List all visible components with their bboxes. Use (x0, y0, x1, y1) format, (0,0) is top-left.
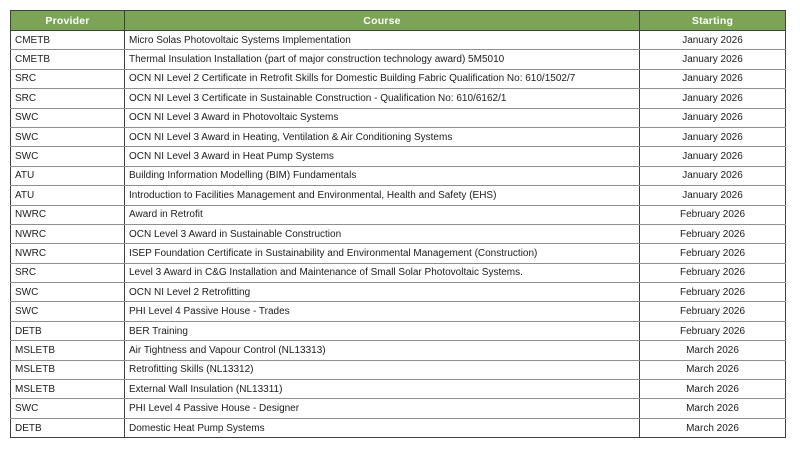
table-row (11, 399, 786, 418)
course-cell: BER Training (125, 321, 640, 340)
course-cell: Domestic Heat Pump Systems (125, 418, 640, 437)
course-cell: Retrofitting Skills (NL13312) (125, 360, 640, 379)
table-body (11, 31, 786, 438)
table-row (11, 127, 786, 146)
starting-cell: February 2026 (640, 321, 786, 340)
provider-cell: MSLETB (11, 360, 125, 379)
table-row (11, 341, 786, 360)
starting-cell: January 2026 (640, 147, 786, 166)
table-row (11, 166, 786, 185)
starting-cell: January 2026 (640, 127, 786, 146)
starting-cell: January 2026 (640, 50, 786, 69)
provider-cell: ATU (11, 166, 125, 185)
table-row (11, 224, 786, 243)
course-cell: OCN Level 3 Award in Sustainable Construction (125, 224, 640, 243)
table-row (11, 283, 786, 302)
course-cell: Level 3 Award in C&G Installation and Maintenance of Small Solar Photovoltaic Systems. (125, 263, 640, 282)
course-cell: Introduction to Facilities Management and Environmental, Health and Safety (EHS) (125, 186, 640, 205)
provider-cell: NWRC (11, 244, 125, 263)
provider-cell: SWC (11, 108, 125, 127)
starting-cell: January 2026 (640, 89, 786, 108)
provider-cell: SWC (11, 283, 125, 302)
provider-cell: ATU (11, 186, 125, 205)
course-cell: OCN NI Level 2 Retrofitting (125, 283, 640, 302)
column-header-provider: Provider (11, 11, 125, 31)
starting-cell: January 2026 (640, 186, 786, 205)
courses-table (10, 10, 786, 438)
courses-table-container (10, 10, 785, 438)
course-cell: OCN NI Level 3 Award in Heat Pump Systems (125, 147, 640, 166)
starting-cell: February 2026 (640, 263, 786, 282)
provider-cell: DETB (11, 418, 125, 437)
table-row (11, 31, 786, 50)
provider-cell: SWC (11, 302, 125, 321)
provider-cell: CMETB (11, 31, 125, 50)
starting-cell: January 2026 (640, 31, 786, 50)
course-cell: OCN NI Level 2 Certificate in Retrofit Skills for Domestic Building Fabric Qualification No: 610/1502/7 (125, 69, 640, 88)
provider-cell: SWC (11, 127, 125, 146)
course-cell: OCN NI Level 3 Award in Photovoltaic Systems (125, 108, 640, 127)
starting-cell: March 2026 (640, 380, 786, 399)
course-cell: External Wall Insulation (NL13311) (125, 380, 640, 399)
table-row (11, 321, 786, 340)
starting-cell: March 2026 (640, 360, 786, 379)
provider-cell: MSLETB (11, 380, 125, 399)
table-row (11, 418, 786, 437)
starting-cell: February 2026 (640, 224, 786, 243)
starting-cell: March 2026 (640, 418, 786, 437)
starting-cell: January 2026 (640, 108, 786, 127)
table-row (11, 69, 786, 88)
starting-cell: February 2026 (640, 244, 786, 263)
provider-cell: DETB (11, 321, 125, 340)
table-header-row (11, 11, 786, 31)
column-header-course: Course (125, 11, 640, 31)
table-row (11, 205, 786, 224)
starting-cell: March 2026 (640, 399, 786, 418)
course-cell: OCN NI Level 3 Certificate in Sustainable Construction - Qualification No: 610/6162/1 (125, 89, 640, 108)
course-cell: Micro Solas Photovoltaic Systems Implementation (125, 31, 640, 50)
table-row (11, 89, 786, 108)
starting-cell: February 2026 (640, 283, 786, 302)
course-cell: Thermal Insulation Installation (part of major construction technology award) 5M5010 (125, 50, 640, 69)
provider-cell: SRC (11, 263, 125, 282)
table-row (11, 186, 786, 205)
provider-cell: SRC (11, 69, 125, 88)
provider-cell: MSLETB (11, 341, 125, 360)
provider-cell: NWRC (11, 224, 125, 243)
course-cell: Building Information Modelling (BIM) Fundamentals (125, 166, 640, 185)
starting-cell: January 2026 (640, 69, 786, 88)
table-row (11, 244, 786, 263)
provider-cell: NWRC (11, 205, 125, 224)
column-header-starting: Starting (640, 11, 786, 31)
starting-cell: February 2026 (640, 302, 786, 321)
table-row (11, 147, 786, 166)
provider-cell: SWC (11, 399, 125, 418)
table-row (11, 50, 786, 69)
starting-cell: March 2026 (640, 341, 786, 360)
course-cell: ISEP Foundation Certificate in Sustainability and Environmental Management (Construction) (125, 244, 640, 263)
starting-cell: February 2026 (640, 205, 786, 224)
table-row (11, 380, 786, 399)
table-row (11, 360, 786, 379)
course-cell: Award in Retrofit (125, 205, 640, 224)
course-cell: PHI Level 4 Passive House - Designer (125, 399, 640, 418)
table-row (11, 302, 786, 321)
starting-cell: January 2026 (640, 166, 786, 185)
table-row (11, 108, 786, 127)
course-cell: OCN NI Level 3 Award in Heating, Ventilation & Air Conditioning Systems (125, 127, 640, 146)
table-row (11, 263, 786, 282)
course-cell: Air Tightness and Vapour Control (NL13313) (125, 341, 640, 360)
provider-cell: SRC (11, 89, 125, 108)
course-cell: PHI Level 4 Passive House - Trades (125, 302, 640, 321)
provider-cell: CMETB (11, 50, 125, 69)
provider-cell: SWC (11, 147, 125, 166)
